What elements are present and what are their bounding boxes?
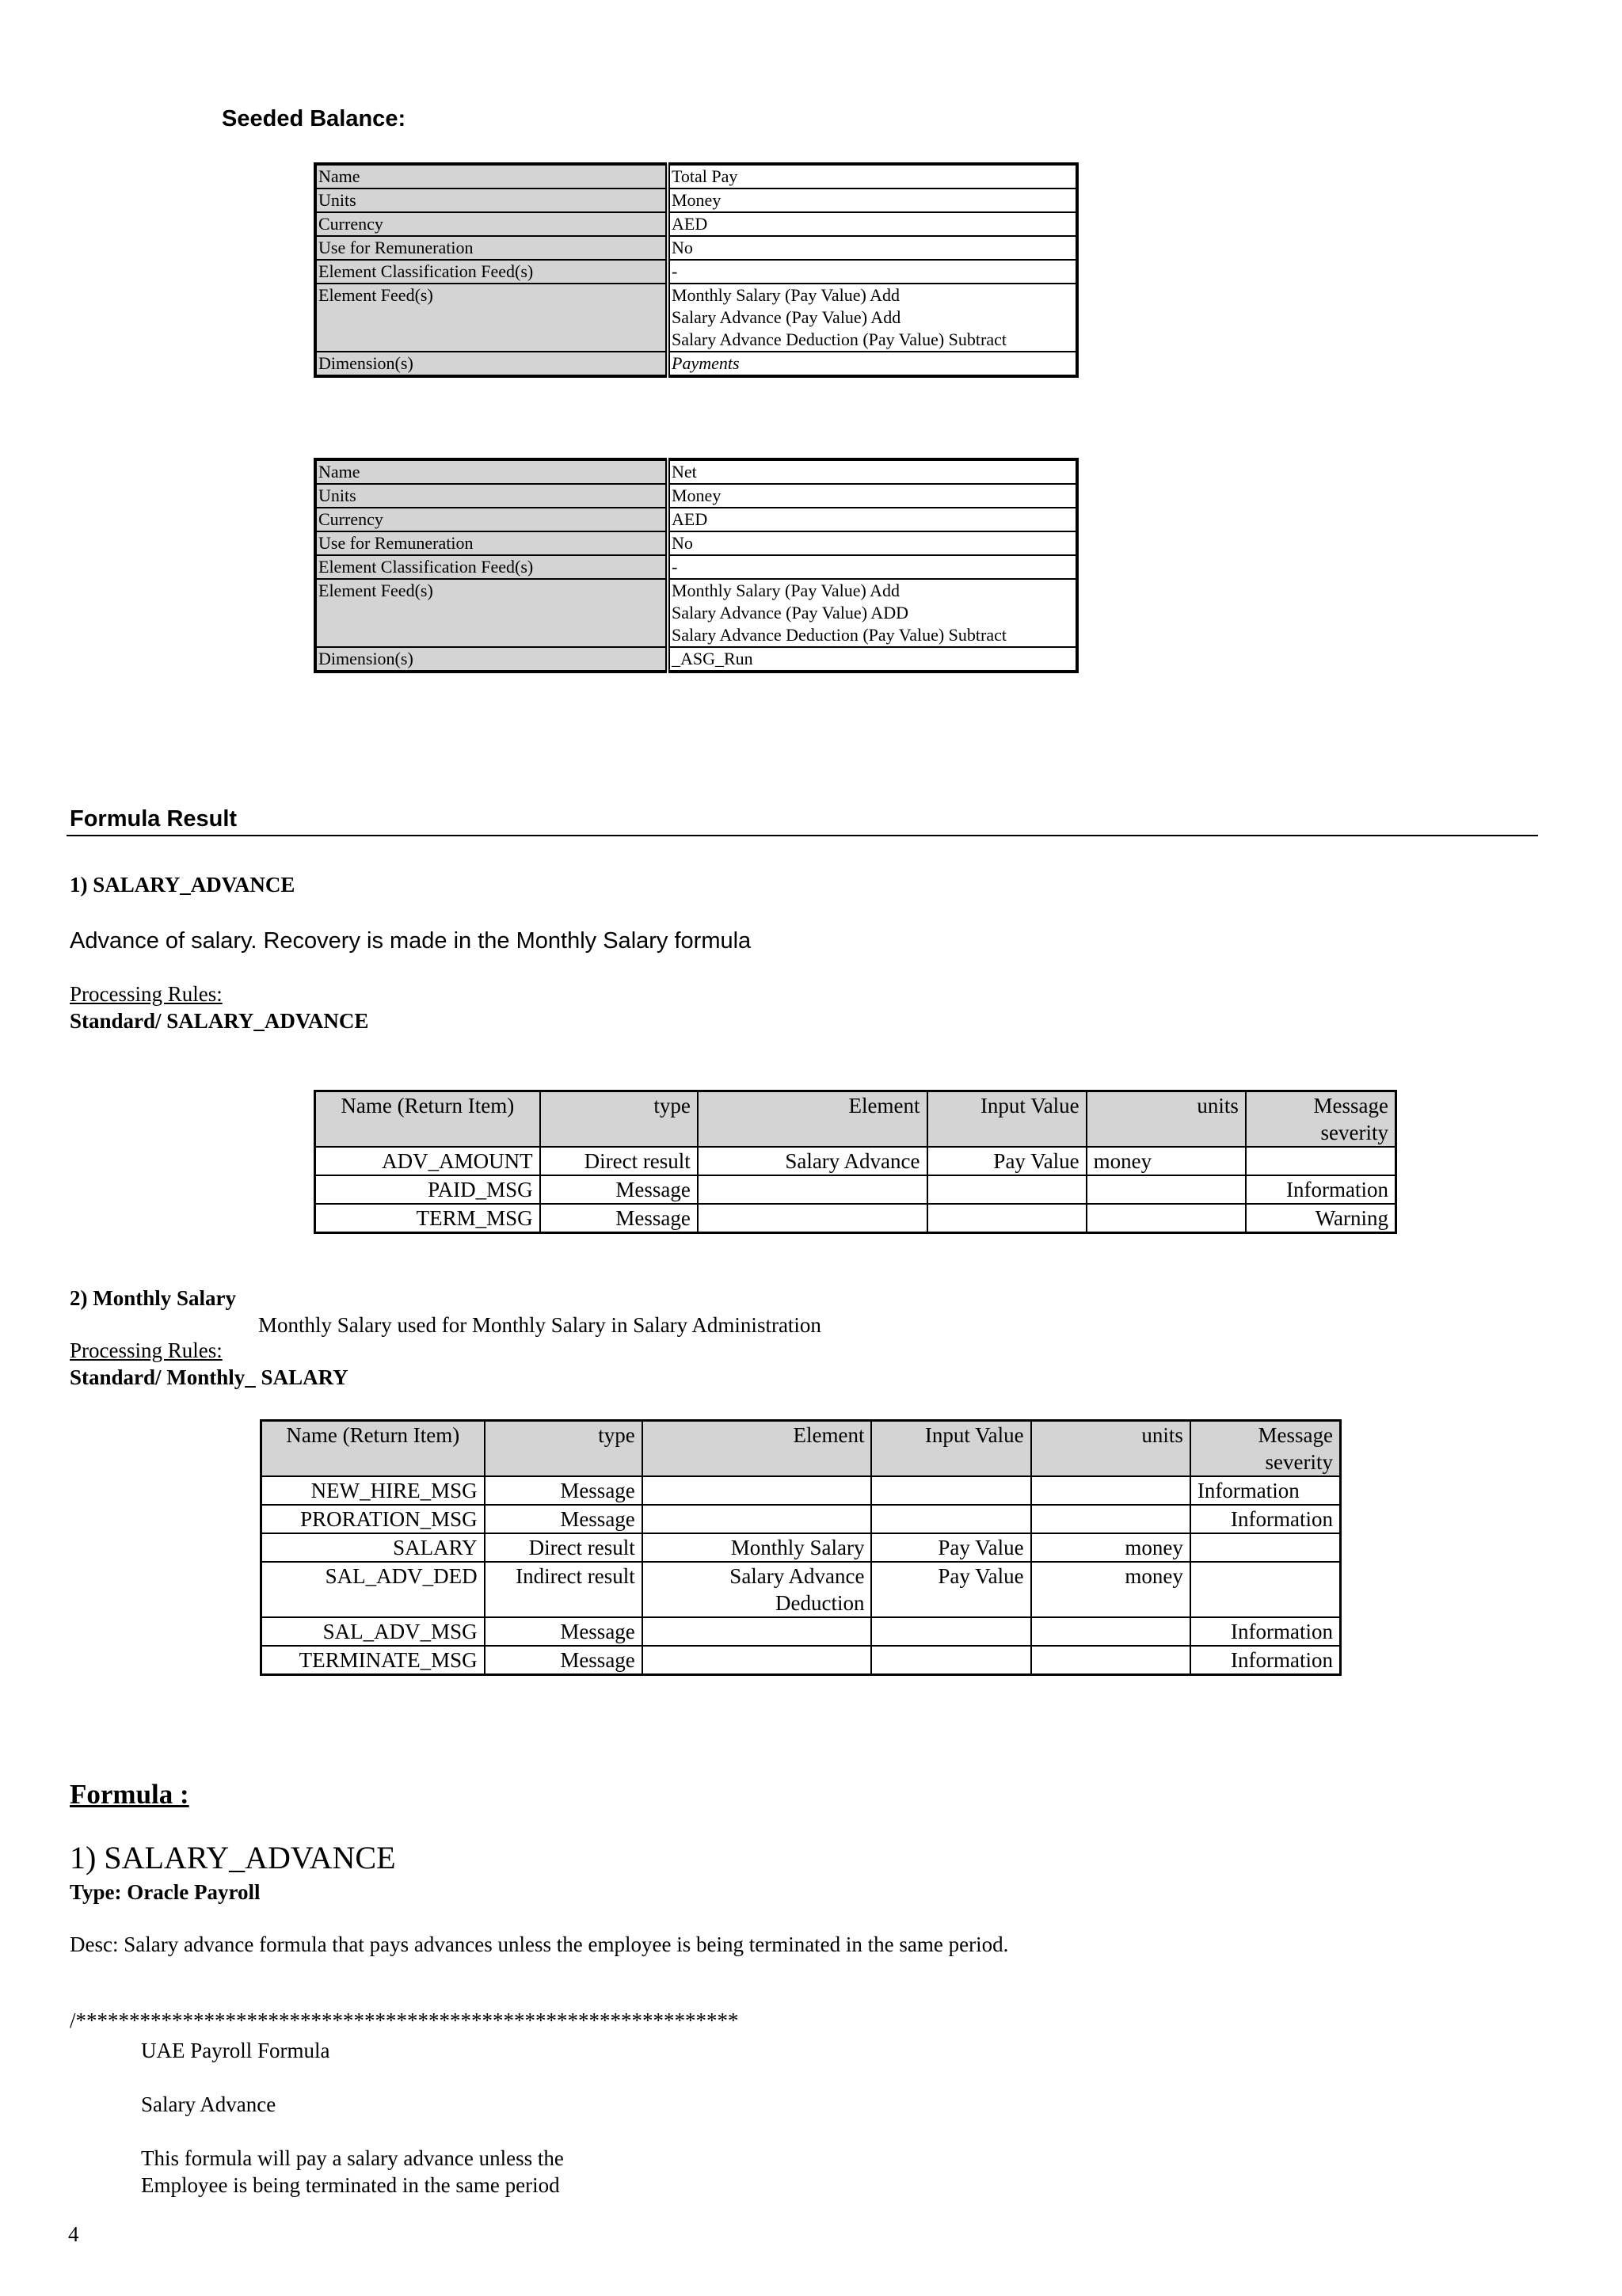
table-row <box>261 1476 1341 1505</box>
section-title: 1) SALARY_ADVANCE <box>70 873 295 897</box>
balance-row <box>315 508 1077 531</box>
table-cell: Indirect result <box>485 1562 642 1617</box>
column-header: Input Value <box>927 1091 1087 1148</box>
table-cell: Salary Advance <box>698 1147 927 1175</box>
table-cell <box>927 1204 1087 1233</box>
column-header: units <box>1031 1421 1190 1477</box>
balance-key: Currency <box>315 212 668 236</box>
table-cell <box>927 1175 1087 1204</box>
balance-key: Use for Remuneration <box>315 236 668 260</box>
table-cell: Information <box>1246 1175 1396 1204</box>
table-cell <box>1031 1646 1190 1675</box>
formula-description: Desc: Salary advance formula that pays advances unless the employee is being terminated in the same period. <box>70 1932 1009 1956</box>
section-description: Advance of salary. Recovery is made in the Monthly Salary formula <box>70 928 752 954</box>
table-cell: Information <box>1190 1476 1341 1505</box>
table-cell: Salary Advance Deduction <box>642 1562 872 1617</box>
balance-key: Units <box>315 188 668 212</box>
table-row <box>261 1562 1341 1617</box>
table-cell: Message <box>485 1505 642 1533</box>
column-header: Message severity <box>1190 1421 1341 1477</box>
column-header: Name (Return Item) <box>261 1421 485 1477</box>
table-cell <box>1190 1562 1341 1617</box>
balance-row <box>315 284 1077 352</box>
balance-table-net <box>314 458 1079 673</box>
column-header: Message severity <box>1246 1091 1396 1148</box>
table-cell: money <box>1031 1562 1190 1617</box>
balance-key: Name <box>315 459 668 484</box>
balance-key: Element Feed(s) <box>315 284 668 352</box>
table-cell: Pay Value <box>871 1562 1030 1617</box>
balance-key: Dimension(s) <box>315 647 668 672</box>
balance-key: Name <box>315 164 668 188</box>
processing-rules-label: Processing Rules: <box>70 982 223 1006</box>
table-cell: ADV_AMOUNT <box>315 1147 540 1175</box>
table-cell <box>1087 1175 1246 1204</box>
table-cell: Pay Value <box>871 1533 1030 1562</box>
balance-value: - <box>668 555 1077 579</box>
table-cell: NEW_HIRE_MSG <box>261 1476 485 1505</box>
balance-row <box>315 164 1077 188</box>
table-cell: money <box>1087 1147 1246 1175</box>
balance-value: AED <box>668 212 1077 236</box>
balance-value: No <box>668 236 1077 260</box>
table-row <box>315 1175 1396 1204</box>
processing-rules-value: Standard/ SALARY_ADVANCE <box>70 1009 369 1033</box>
table-cell: Warning <box>1246 1204 1396 1233</box>
section-title: 2) Monthly Salary <box>70 1286 237 1310</box>
table-cell: TERM_MSG <box>315 1204 540 1233</box>
balance-row <box>315 555 1077 579</box>
code-line: /************************************************************** <box>70 2009 739 2032</box>
balance-value: _ASG_Run <box>668 647 1077 672</box>
code-line: Salary Advance <box>141 2092 276 2116</box>
table-cell <box>642 1476 872 1505</box>
code-line: This formula will pay a salary advance unless the <box>141 2146 564 2170</box>
table-cell: TERMINATE_MSG <box>261 1646 485 1675</box>
balance-value: No <box>668 531 1077 555</box>
column-header: type <box>540 1091 698 1148</box>
code-line: Employee is being terminated in the same period <box>141 2173 560 2197</box>
balance-value: - <box>668 260 1077 284</box>
column-header: units <box>1087 1091 1246 1148</box>
balance-key: Dimension(s) <box>315 352 668 376</box>
column-header: Element <box>698 1091 927 1148</box>
table-cell: Message <box>485 1476 642 1505</box>
balance-value: AED <box>668 508 1077 531</box>
column-header: Element <box>642 1421 872 1477</box>
formula-title: 1) SALARY_ADVANCE <box>70 1840 396 1875</box>
balance-row <box>315 579 1077 647</box>
table-cell: Message <box>485 1646 642 1675</box>
table-row <box>261 1533 1341 1562</box>
table-cell <box>642 1646 872 1675</box>
balance-value: Monthly Salary (Pay Value) Add Salary Advance (Pay Value) Add Salary Advance Deduction (Pay Value) Subtract <box>668 284 1077 352</box>
balance-value: Net <box>668 459 1077 484</box>
table-row <box>315 1204 1396 1233</box>
page-number: 4 <box>68 2222 79 2246</box>
table-row <box>315 1147 1396 1175</box>
balance-value: Money <box>668 484 1077 508</box>
table-cell: SAL_ADV_DED <box>261 1562 485 1617</box>
balance-row <box>315 531 1077 555</box>
table-cell <box>642 1505 872 1533</box>
balance-value: Total Pay <box>668 164 1077 188</box>
table-cell <box>1246 1147 1396 1175</box>
table-cell: Information <box>1190 1646 1341 1675</box>
processing-rules-value: Standard/ Monthly_ SALARY <box>70 1365 348 1389</box>
table-cell <box>871 1505 1030 1533</box>
table-cell: Monthly Salary <box>642 1533 872 1562</box>
table-row <box>261 1617 1341 1646</box>
formula-heading: Formula : <box>70 1779 189 1810</box>
balance-table-total-pay <box>314 162 1079 378</box>
table-cell: Direct result <box>540 1147 698 1175</box>
table-cell <box>698 1175 927 1204</box>
formula-type: Type: Oracle Payroll <box>70 1880 261 1904</box>
table-cell: PAID_MSG <box>315 1175 540 1204</box>
table-cell <box>1031 1617 1190 1646</box>
table-cell: Direct result <box>485 1533 642 1562</box>
table-cell <box>871 1646 1030 1675</box>
balance-key: Currency <box>315 508 668 531</box>
table-cell: Pay Value <box>927 1147 1087 1175</box>
balance-row <box>315 188 1077 212</box>
column-header: Name (Return Item) <box>315 1091 540 1148</box>
result-table-monthly-salary <box>260 1419 1342 1676</box>
column-header: type <box>485 1421 642 1477</box>
table-header-row <box>315 1091 1396 1148</box>
balance-row <box>315 459 1077 484</box>
table-cell: money <box>1031 1533 1190 1562</box>
table-cell <box>871 1617 1030 1646</box>
table-cell: PRORATION_MSG <box>261 1505 485 1533</box>
table-cell: Information <box>1190 1617 1341 1646</box>
table-cell: SAL_ADV_MSG <box>261 1617 485 1646</box>
balance-value: Payments <box>668 352 1077 376</box>
table-cell <box>1031 1505 1190 1533</box>
balance-row <box>315 484 1077 508</box>
balance-key: Element Feed(s) <box>315 579 668 647</box>
column-header: Input Value <box>871 1421 1030 1477</box>
table-cell: Message <box>540 1204 698 1233</box>
table-cell <box>871 1476 1030 1505</box>
balance-value: Monthly Salary (Pay Value) Add Salary Advance (Pay Value) ADD Salary Advance Deduction (Pay Value) Subtract <box>668 579 1077 647</box>
balance-row <box>315 212 1077 236</box>
table-header-row <box>261 1421 1341 1477</box>
balance-row <box>315 647 1077 672</box>
result-table-salary-advance <box>314 1090 1397 1234</box>
table-cell: Message <box>485 1617 642 1646</box>
balance-key: Use for Remuneration <box>315 531 668 555</box>
divider <box>67 835 1538 836</box>
balance-key: Element Classification Feed(s) <box>315 555 668 579</box>
table-cell: Information <box>1190 1505 1341 1533</box>
table-cell <box>698 1204 927 1233</box>
seeded-balance-heading: Seeded Balance: <box>222 106 406 131</box>
processing-rules-label: Processing Rules: <box>70 1338 223 1362</box>
balance-row <box>315 236 1077 260</box>
formula-result-heading: Formula Result <box>70 806 238 832</box>
balance-key: Units <box>315 484 668 508</box>
table-cell: SALARY <box>261 1533 485 1562</box>
section-description: Monthly Salary used for Monthly Salary in Salary Administration <box>258 1313 821 1337</box>
table-cell: Message <box>540 1175 698 1204</box>
balance-row <box>315 352 1077 376</box>
balance-value: Money <box>668 188 1077 212</box>
table-cell <box>1087 1204 1246 1233</box>
table-row <box>261 1646 1341 1675</box>
table-row <box>261 1505 1341 1533</box>
table-cell <box>1190 1533 1341 1562</box>
balance-key: Element Classification Feed(s) <box>315 260 668 284</box>
table-cell <box>1031 1476 1190 1505</box>
balance-row <box>315 260 1077 284</box>
table-cell <box>642 1617 872 1646</box>
code-line: UAE Payroll Formula <box>141 2039 330 2062</box>
